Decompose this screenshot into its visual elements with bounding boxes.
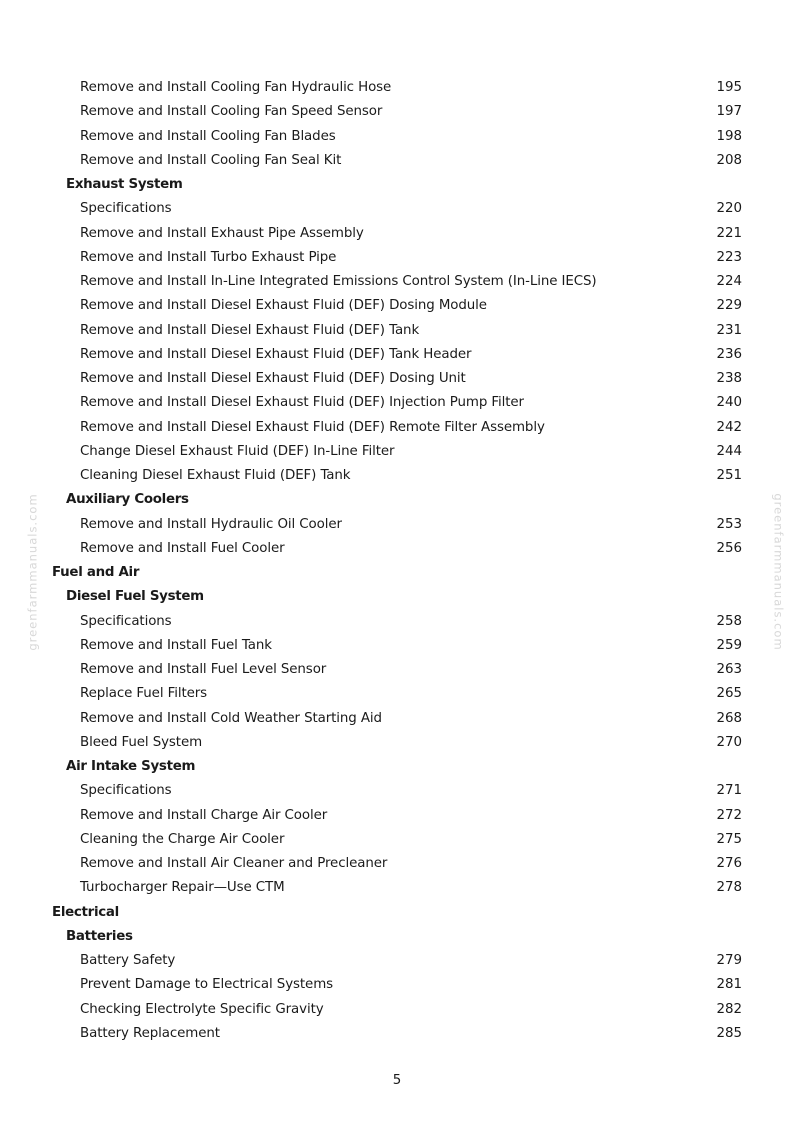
toc-entry[interactable] xyxy=(0,222,794,246)
toc-entry-title: Remove and Install Charge Air Cooler xyxy=(80,807,328,823)
toc-entry-title: Remove and Install Fuel Level Sensor xyxy=(80,662,327,677)
toc-entry-title: Electrical xyxy=(52,904,119,920)
toc-entry-title: Replace Fuel Filters xyxy=(80,686,208,702)
toc-entry[interactable] xyxy=(0,319,794,343)
toc-entry-title: Remove and Install Air Cleaner and Precleaner xyxy=(80,856,388,871)
toc-entry-title: Fuel and Air xyxy=(52,565,140,580)
toc-entry-title: Specifications xyxy=(80,201,172,217)
toc-entry[interactable] xyxy=(0,100,794,124)
toc-entry-page: 276 xyxy=(716,856,742,871)
toc-entry[interactable] xyxy=(0,634,794,658)
toc-entry[interactable] xyxy=(0,707,794,731)
watermark-left: greenfarmmanuals.com xyxy=(25,493,40,651)
toc-entry-page: 197 xyxy=(716,104,742,120)
toc-entry[interactable] xyxy=(0,76,794,100)
toc-entry-title: Batteries xyxy=(66,928,133,944)
toc-entry-title: Battery Safety xyxy=(80,953,176,968)
toc-entry-title: Remove and Install Diesel Exhaust Fluid (DEF) Tank Header xyxy=(80,346,472,362)
toc-entry-page: 275 xyxy=(716,831,742,847)
toc-entry[interactable] xyxy=(0,731,794,755)
toc-entry[interactable] xyxy=(0,464,794,488)
toc-entry-page: 223 xyxy=(716,249,742,265)
toc-entry[interactable] xyxy=(0,804,794,828)
toc-entry[interactable] xyxy=(0,343,794,367)
toc-entry[interactable] xyxy=(0,367,794,391)
toc-entry-title: Remove and Install Cooling Fan Hydraulic Hose xyxy=(80,80,392,95)
table-of-contents xyxy=(0,76,794,1046)
toc-entry[interactable] xyxy=(0,949,794,973)
toc-entry-page: 236 xyxy=(716,346,742,362)
toc-entry-page: 208 xyxy=(716,152,742,168)
toc-entry-title: Cleaning the Charge Air Cooler xyxy=(80,831,285,847)
toc-entry-title: Remove and Install Cooling Fan Seal Kit xyxy=(80,152,342,168)
toc-entry[interactable] xyxy=(0,658,794,682)
toc-entry-page: 256 xyxy=(716,540,742,556)
toc-entry[interactable] xyxy=(0,998,794,1022)
toc-entry-page: 258 xyxy=(716,613,742,629)
toc-entry-title: Remove and Install Diesel Exhaust Fluid (DEF) Dosing Module xyxy=(80,298,487,314)
watermark-right: greenfarmmanuals.com xyxy=(771,493,786,651)
toc-entry-title: Auxiliary Coolers xyxy=(66,492,189,508)
toc-entry-page: 282 xyxy=(716,1001,742,1017)
toc-entry-title: Air Intake System xyxy=(66,759,196,774)
toc-entry-page: 220 xyxy=(716,201,742,217)
toc-entry-page: 281 xyxy=(716,977,742,993)
toc-subsection-heading[interactable] xyxy=(0,488,794,512)
toc-entry[interactable] xyxy=(0,828,794,852)
toc-entry-title: Remove and Install Cooling Fan Speed Sensor xyxy=(80,104,383,120)
toc-entry[interactable] xyxy=(0,391,794,415)
toc-entry-page: 278 xyxy=(716,880,742,896)
toc-entry-page: 253 xyxy=(716,516,742,532)
toc-entry-title: Prevent Damage to Electrical Systems xyxy=(80,977,334,993)
toc-entry-page: 279 xyxy=(716,953,742,968)
toc-entry-title: Remove and Install Fuel Cooler xyxy=(80,540,285,556)
toc-entry-page: 265 xyxy=(716,686,742,702)
toc-entry-title: Remove and Install Turbo Exhaust Pipe xyxy=(80,249,337,265)
toc-entry-page: 285 xyxy=(716,1025,742,1041)
toc-subsection-heading[interactable] xyxy=(0,585,794,609)
toc-entry-title: Exhaust System xyxy=(66,177,183,192)
toc-entry[interactable] xyxy=(0,852,794,876)
toc-entry-title: Turbocharger Repair—Use CTM xyxy=(80,880,285,896)
toc-entry[interactable] xyxy=(0,876,794,900)
toc-entry-title: Battery Replacement xyxy=(80,1025,220,1041)
toc-entry-page: 231 xyxy=(716,322,742,338)
toc-entry[interactable] xyxy=(0,294,794,318)
toc-entry-page: 240 xyxy=(716,395,742,411)
toc-entry-title: Diesel Fuel System xyxy=(66,589,204,605)
toc-entry[interactable] xyxy=(0,270,794,294)
toc-entry-page: 263 xyxy=(716,662,742,677)
page-number: 5 xyxy=(392,1073,402,1088)
toc-entry[interactable] xyxy=(0,973,794,997)
toc-entry[interactable] xyxy=(0,197,794,221)
toc-entry-page: 198 xyxy=(716,128,742,144)
toc-entry[interactable] xyxy=(0,125,794,149)
toc-entry[interactable] xyxy=(0,537,794,561)
toc-entry-title: Specifications xyxy=(80,613,172,629)
toc-entry-page: 259 xyxy=(716,637,742,653)
toc-section-heading[interactable] xyxy=(0,561,794,585)
toc-entry-title: Remove and Install Diesel Exhaust Fluid (DEF) Tank xyxy=(80,322,420,338)
toc-entry-page: 242 xyxy=(716,419,742,435)
toc-entry-title: Cleaning Diesel Exhaust Fluid (DEF) Tank xyxy=(80,468,351,483)
toc-subsection-heading[interactable] xyxy=(0,755,794,779)
toc-entry-page: 271 xyxy=(716,783,742,799)
toc-entry-page: 195 xyxy=(716,80,742,95)
toc-entry[interactable] xyxy=(0,246,794,270)
toc-entry[interactable] xyxy=(0,513,794,537)
toc-entry[interactable] xyxy=(0,1022,794,1046)
toc-entry-page: 244 xyxy=(716,443,742,459)
toc-entry[interactable] xyxy=(0,416,794,440)
toc-entry-title: Checking Electrolyte Specific Gravity xyxy=(80,1001,324,1017)
toc-entry[interactable] xyxy=(0,682,794,706)
toc-section-heading[interactable] xyxy=(0,901,794,925)
toc-entry-title: Bleed Fuel System xyxy=(80,734,203,750)
toc-entry-title: Remove and Install Diesel Exhaust Fluid (DEF) Injection Pump Filter xyxy=(80,395,524,411)
toc-entry-page: 268 xyxy=(716,710,742,726)
toc-entry-title: Remove and Install Cold Weather Starting Aid xyxy=(80,710,382,726)
toc-subsection-heading[interactable] xyxy=(0,173,794,197)
toc-entry-title: Remove and Install Diesel Exhaust Fluid (DEF) Dosing Unit xyxy=(80,371,466,386)
toc-entry-page: 270 xyxy=(716,734,742,750)
toc-entry-page: 221 xyxy=(716,225,742,241)
toc-entry-title: Remove and Install Hydraulic Oil Cooler xyxy=(80,516,342,532)
toc-subsection-heading[interactable] xyxy=(0,925,794,949)
toc-entry-title: Remove and Install In-Line Integrated Emissions Control System (In-Line IECS) xyxy=(80,274,597,289)
toc-entry-page: 251 xyxy=(716,468,742,483)
toc-entry-page: 224 xyxy=(716,274,742,289)
toc-entry[interactable] xyxy=(0,440,794,464)
toc-entry[interactable] xyxy=(0,779,794,803)
toc-entry-page: 238 xyxy=(716,371,742,386)
toc-entry[interactable] xyxy=(0,610,794,634)
toc-entry-title: Remove and Install Exhaust Pipe Assembly xyxy=(80,225,364,241)
toc-entry-page: 229 xyxy=(716,298,742,314)
toc-entry-title: Specifications xyxy=(80,783,172,799)
toc-entry-page: 272 xyxy=(716,807,742,823)
toc-entry-title: Remove and Install Cooling Fan Blades xyxy=(80,128,336,144)
toc-entry-title: Change Diesel Exhaust Fluid (DEF) In-Line Filter xyxy=(80,443,395,459)
toc-entry-title: Remove and Install Fuel Tank xyxy=(80,637,272,653)
toc-entry-title: Remove and Install Diesel Exhaust Fluid (DEF) Remote Filter Assembly xyxy=(80,419,545,435)
toc-entry[interactable] xyxy=(0,149,794,173)
